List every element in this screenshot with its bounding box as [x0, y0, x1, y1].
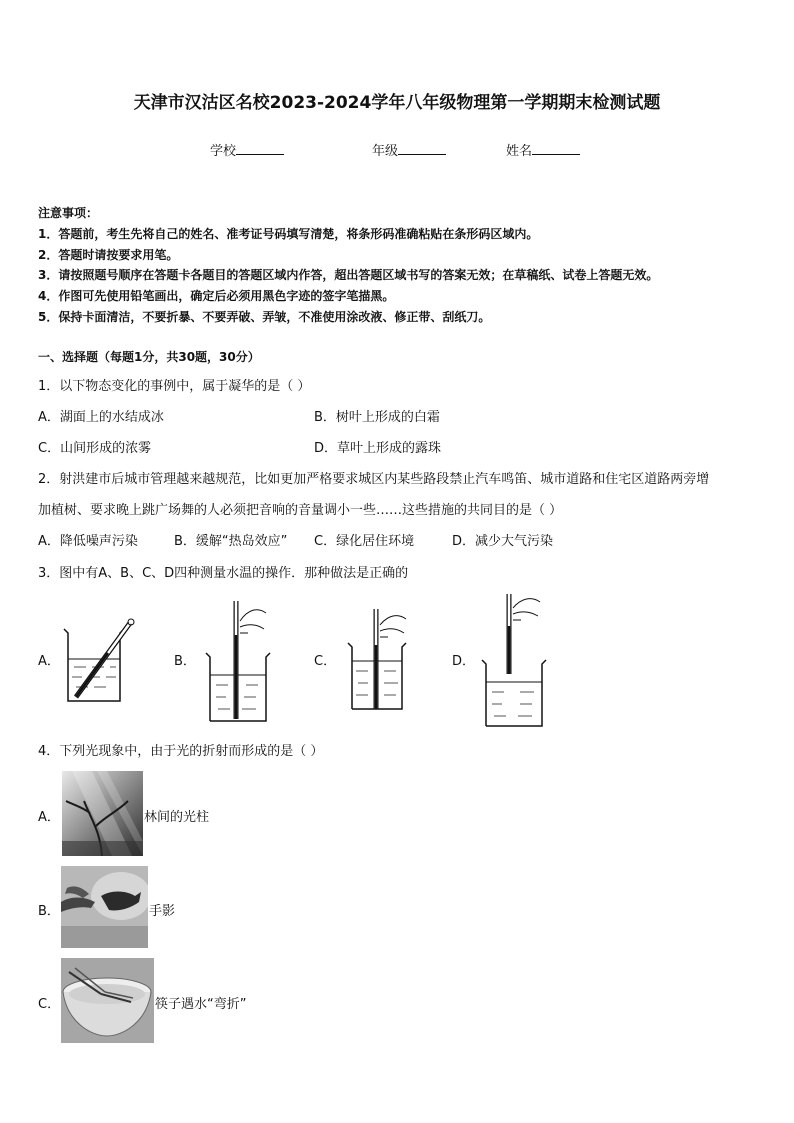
question-2-option-d: D．减少大气污染: [452, 534, 554, 549]
notes-title: 注意事项：: [38, 206, 99, 220]
note-item: 4．作图可先使用铅笔画出，确定后必须用黑色字迹的签字笔描黑。: [38, 289, 395, 303]
question-3-option-c-label: C．: [314, 654, 337, 669]
question-4-option-a-text: 林间的光柱: [144, 810, 210, 825]
beaker-diagram-a: [60, 615, 140, 705]
grade-field: [372, 140, 446, 159]
question-2-stem-line1: 2．射洪建市后城市管理越来越规范，比如更加严格要求城区内某些路段禁止汽车鸣笛、城市道路和住宅区道路两旁增: [38, 472, 710, 487]
beaker-diagram-d: [476, 590, 556, 730]
page-title: 天津市汉沽区名校2023-2024学年八年级物理第一学期期末检测试题: [133, 93, 661, 113]
name-blank: [532, 142, 580, 155]
beaker-diagram-b: [200, 595, 280, 725]
question-3-option-a-label: A．: [38, 654, 60, 669]
grade-label: 年级: [372, 144, 399, 159]
question-2-option-a: A．降低噪声污染: [38, 534, 138, 549]
question-2-stem-line2: 加植树、要求晚上跳广场舞的人必须把音响的音量调小一些……这些措施的共同目的是（ ）: [38, 503, 563, 518]
section-heading: 一、选择题（每题1分，共30题，30分）: [38, 350, 260, 364]
question-4-option-b-label: B．: [38, 904, 60, 919]
question-1-option-c: C．山间形成的浓雾: [38, 441, 152, 456]
question-1-option-a: A．湖面上的水结成冰: [38, 410, 164, 425]
question-2-option-c: C．绿化居住环境: [314, 534, 415, 549]
beaker-diagram-c: [340, 605, 420, 715]
question-2-option-b: B．缓解“热岛效应”: [174, 534, 288, 549]
question-1-option-d: D．草叶上形成的露珠: [314, 441, 442, 456]
grade-blank: [398, 142, 446, 155]
school-label: 学校: [210, 144, 237, 159]
question-1-stem: 1．以下物态变化的事例中，属于凝华的是（ ）: [38, 379, 311, 394]
note-item: 2．答题时请按要求用笔。: [38, 248, 179, 262]
question-1-option-b: B．树叶上形成的白霜: [314, 410, 440, 425]
note-item: 5．保持卡面清洁，不要折暴、不要弄破、弄皱，不准使用涂改液、修正带、刮纸刀。: [38, 310, 491, 324]
forest-light-beams-photo: [62, 771, 143, 856]
question-4-option-a-label: A．: [38, 810, 60, 825]
hand-shadow-photo: [61, 866, 148, 948]
question-4-option-c-label: C．: [38, 997, 61, 1012]
question-3-option-b-label: B．: [174, 654, 196, 669]
note-item: 3．请按照题号顺序在答题卡各题目的答题区域内作答，超出答题区域书写的答案无效；在草稿纸、试卷上答题无效。: [38, 268, 659, 282]
school-field: [210, 140, 284, 159]
question-4-option-b-text: 手影: [149, 904, 176, 919]
question-4-option-c-text: 筷子遇水“弯折”: [155, 997, 247, 1012]
name-label: 姓名: [506, 144, 533, 159]
note-item: 1．答题前，考生先将自己的姓名、准考证号码填写清楚，将条形码准确粘贴在条形码区域内。: [38, 227, 539, 241]
school-blank: [236, 142, 284, 155]
question-3-stem: 3．图中有A、B、C、D四种测量水温的操作．那种做法是正确的: [38, 566, 409, 581]
name-field: [506, 140, 580, 159]
question-4-stem: 4．下列光现象中，由于光的折射而形成的是（ ）: [38, 744, 324, 759]
chopsticks-in-water-photo: [61, 958, 154, 1043]
question-3-option-d-label: D．: [452, 654, 476, 669]
